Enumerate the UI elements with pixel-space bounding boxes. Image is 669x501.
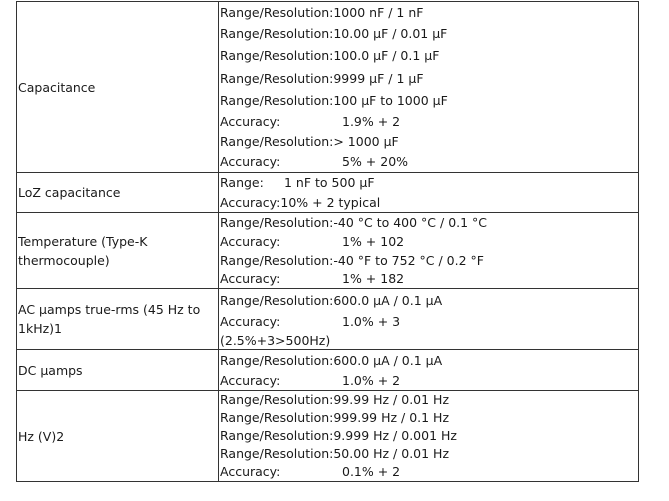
spec-key: Accuracy: — [220, 234, 281, 249]
spec-value: (2.5%+3>500Hz) — [220, 333, 331, 348]
spec-line — [220, 427, 638, 445]
spec-key: Accuracy: — [220, 464, 281, 479]
spec-value: 5% + 20% — [342, 154, 409, 169]
spec-key: Range/Resolution: — [220, 93, 334, 108]
spec-key: Range/Resolution: — [220, 293, 334, 308]
spec-value: 99.99 Hz / 0.01 Hz — [333, 392, 450, 407]
spec-key: Accuracy: — [220, 154, 281, 169]
spec-value: 9999 µF / 1 µF — [333, 71, 424, 86]
spec-key: Accuracy: — [220, 114, 281, 129]
spec-key: Accuracy: — [220, 314, 281, 329]
spec-key: Range/Resolution: — [220, 410, 334, 425]
spec-key: Range/Resolution: — [220, 215, 334, 230]
spec-line — [220, 173, 638, 193]
spec-line — [220, 67, 638, 90]
spec-value: 600.0 µA / 0.1 µA — [333, 293, 443, 308]
spec-value: 1.9% + 2 — [342, 114, 401, 129]
spec-line — [220, 2, 638, 23]
spec-line — [220, 350, 638, 371]
row-dc-uamps — [17, 350, 639, 391]
row-temperature — [17, 213, 639, 289]
spec-value: 100.0 µF / 0.1 µF — [333, 48, 440, 63]
spec-line — [220, 391, 638, 409]
row-label: LoZ capacitance — [17, 173, 219, 213]
spec-line — [220, 232, 638, 251]
row-values — [219, 350, 639, 391]
spec-value: 1000 nF / 1 nF — [333, 5, 424, 20]
spec-key: Accuracy: — [220, 271, 281, 286]
row-label: AC µamps true-rms (45 Hz to 1kHz)1 — [17, 289, 219, 350]
spec-key: Range/Resolution: — [220, 428, 334, 443]
spec-table — [16, 1, 639, 482]
spec-key: Range/Resolution: — [220, 48, 334, 63]
row-label: Temperature (Type-K thermocouple) — [17, 213, 219, 289]
spec-key: Accuracy: — [220, 195, 281, 210]
spec-value: 10.00 µF / 0.01 µF — [333, 26, 448, 41]
spec-value: 100 µF to 1000 µF — [333, 93, 448, 108]
spec-value: 0.1% + 2 — [342, 464, 401, 479]
row-label: Capacitance — [17, 2, 219, 173]
row-hz-v — [17, 391, 639, 482]
row-loz-capacitance — [17, 173, 639, 213]
spec-line — [220, 44, 638, 67]
spec-line — [220, 270, 638, 288]
spec-line — [220, 312, 638, 332]
spec-value: 1% + 182 — [342, 271, 405, 286]
row-values — [219, 391, 639, 482]
spec-line — [220, 332, 638, 349]
spec-line — [220, 289, 638, 312]
spec-line — [220, 23, 638, 44]
row-values — [219, 213, 639, 289]
row-ac-uamps — [17, 289, 639, 350]
spec-line — [220, 213, 638, 232]
spec-key: Range/Resolution: — [220, 353, 334, 368]
spec-value: 1 nF to 500 µF — [284, 175, 375, 190]
spec-table-body — [17, 2, 639, 482]
spec-line — [220, 445, 638, 463]
spec-line — [220, 193, 638, 212]
spec-line — [220, 152, 638, 172]
spec-value: 10% + 2 typical — [280, 195, 381, 210]
row-label: Hz (V)2 — [17, 391, 219, 482]
spec-value: 999.99 Hz / 0.1 Hz — [333, 410, 450, 425]
row-capacitance — [17, 2, 639, 173]
spec-value: 600.0 µA / 0.1 µA — [333, 353, 443, 368]
spec-value: 1.0% + 3 — [342, 314, 401, 329]
spec-line — [220, 112, 638, 131]
spec-key: Range/Resolution: — [220, 5, 334, 20]
spec-value: -40 °C to 400 °C / 0.1 °C — [333, 215, 488, 230]
spec-key: Range/Resolution: — [220, 71, 334, 86]
spec-line — [220, 371, 638, 390]
spec-key: Range/Resolution: — [220, 134, 334, 149]
spec-value: 50.00 Hz / 0.01 Hz — [333, 446, 450, 461]
spec-value: 9.999 Hz / 0.001 Hz — [333, 428, 457, 443]
row-values — [219, 173, 639, 213]
spec-key: Accuracy: — [220, 373, 281, 388]
spec-key: Range/Resolution: — [220, 392, 334, 407]
spec-value: -40 °F to 752 °C / 0.2 °F — [333, 253, 484, 268]
spec-line — [220, 463, 638, 481]
spec-key: Range/Resolution: — [220, 253, 334, 268]
row-values — [219, 289, 639, 350]
spec-value: 1% + 102 — [342, 234, 405, 249]
spec-line — [220, 251, 638, 270]
spec-key: Range/Resolution: — [220, 446, 334, 461]
spec-value: 1.0% + 2 — [342, 373, 401, 388]
spec-line — [220, 131, 638, 152]
row-values — [219, 2, 639, 173]
spec-value: > 1000 µF — [333, 134, 399, 149]
spec-key: Range: — [220, 175, 264, 190]
spec-key: Range/Resolution: — [220, 26, 334, 41]
row-label: DC µamps — [17, 350, 219, 391]
spec-line — [220, 409, 638, 427]
spec-line — [220, 90, 638, 112]
